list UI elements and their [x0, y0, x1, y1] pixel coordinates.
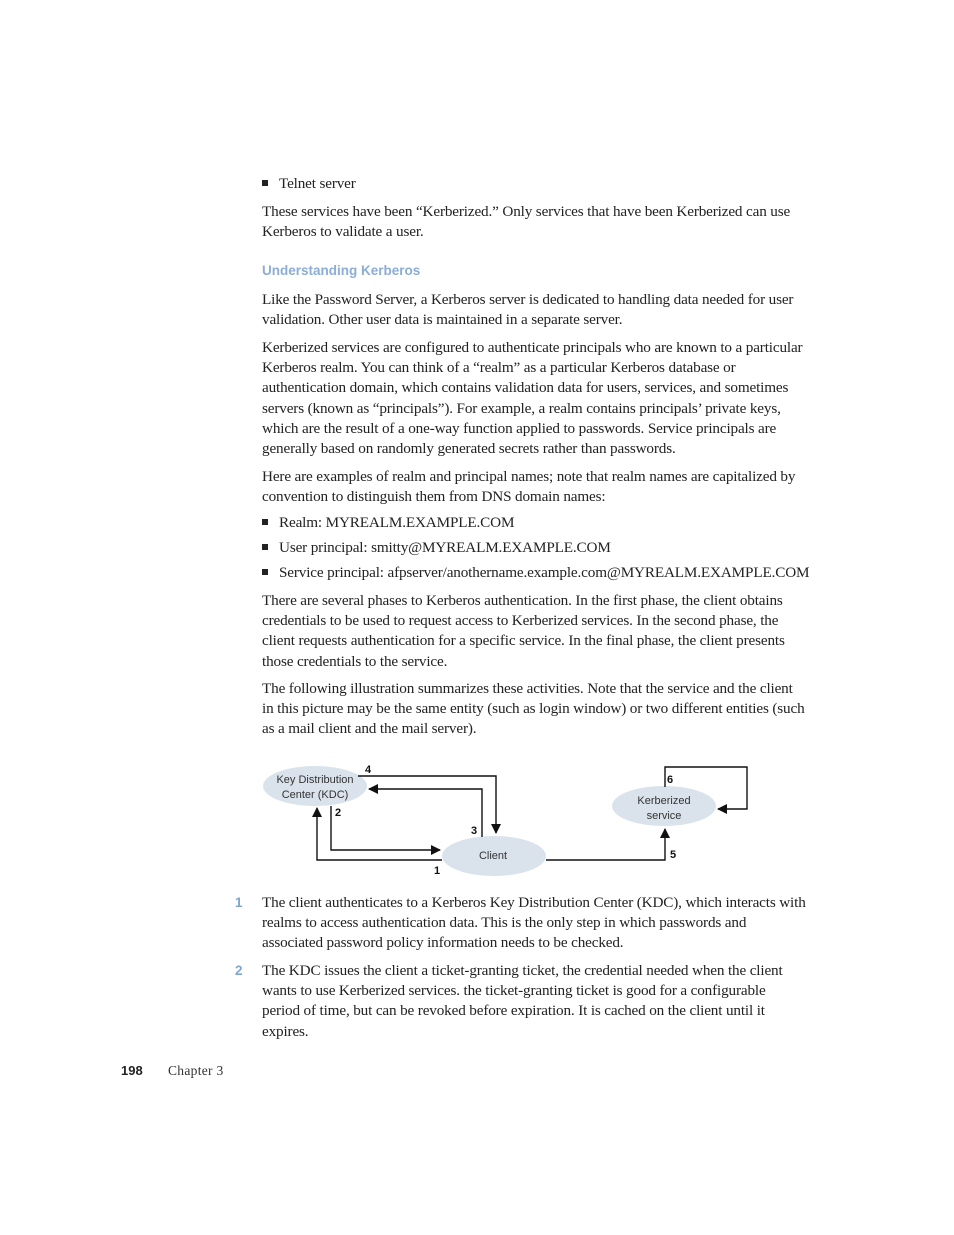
step-label-1: 1 — [434, 865, 441, 877]
step-number: 2 — [235, 963, 243, 978]
chapter-label: Chapter 3 — [168, 1063, 224, 1078]
arrow-step-3 — [369, 789, 482, 837]
arrow-step-2 — [331, 806, 440, 850]
kdc-label-line1: Key Distribution — [276, 774, 354, 786]
client-label: Client — [478, 850, 508, 862]
paragraph: These services have been “Kerberized.” Only services that have been Kerberized can use Kerberos to validate a user. — [262, 203, 791, 241]
step-label-4: 4 — [365, 764, 372, 776]
service-label-line1: Kerberized — [637, 795, 691, 807]
step-label-6: 6 — [667, 774, 674, 786]
step-label-5: 5 — [670, 849, 677, 861]
paragraph: Like the Password Server, a Kerberos server is dedicated to handling data needed for user validation. Other user data is maintained in a separate server. — [262, 291, 794, 329]
step-text: The KDC issues the client a ticket-granting ticket, the credential needed when the client wants to use Kerberized services. the ticket-granting ticket is good for a configurable period of time, but can be revoked before expiration. It is cached on the client until it expires. — [262, 962, 783, 1040]
step-number: 1 — [235, 895, 243, 910]
paragraph: The following illustration summarizes these activities. Note that the service and the client in this picture may be the same entity (such as login window) or two different entities (such as a mail client and the mail server). — [262, 680, 805, 738]
section-heading: Understanding Kerberos — [262, 263, 421, 278]
step-label-2: 2 — [335, 807, 342, 819]
bullet-text: Telnet server — [279, 175, 356, 192]
paragraph: Kerberized services are configured to authenticate principals who are known to a particular Kerberos realm. You can think of a “realm” as a particular Kerberos database or authentication domain, which contains validation data for users, services, and sometimes servers (known as “principals”). For example, a realm contains principals’ private keys, which are the result of a one-way function applied to passwords. Service principals are generally based on randomly generated secrets rather than passwords. — [262, 339, 803, 458]
page-number: 198 — [121, 1063, 143, 1078]
arrow-step-5 — [546, 829, 665, 860]
step-label-3: 3 — [471, 825, 478, 837]
paragraph: Here are examples of realm and principal names; note that realm names are capitalized by convention to distinguish them from DNS domain names: — [262, 468, 796, 506]
step-text: The client authenticates to a Kerberos Key Distribution Center (KDC), which interacts with realms to access authentication data. This is the only step in which passwords and associated password policy information needs to be checked. — [262, 894, 806, 952]
bullet-text: Realm: MYREALM.EXAMPLE.COM — [279, 514, 515, 531]
bullet-text: Service principal: afpserver/anothername.example.com@MYREALM.EXAMPLE.COM — [279, 564, 810, 581]
bullet-text: User principal: smitty@MYREALM.EXAMPLE.COM — [279, 539, 611, 556]
service-label-line2: service — [646, 810, 682, 822]
paragraph: There are several phases to Kerberos authentication. In the first phase, the client obtains credentials to be used to request access to Kerberized services. In the second phase, the client requests authentication for a specific service. In the final phase, the client presents those credentials to the service. — [262, 592, 785, 670]
kdc-label-line2: Center (KDC) — [281, 789, 349, 801]
